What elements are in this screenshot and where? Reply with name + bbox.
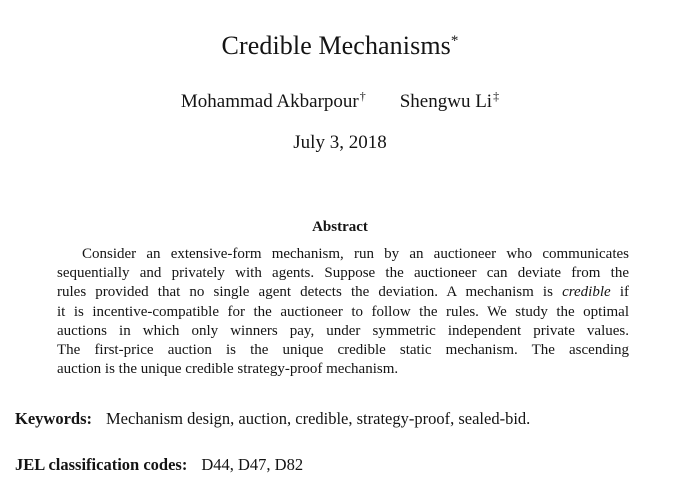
abstract-line: The first-price auction is the unique credible static mechanism. The ascending [57,342,629,359]
jel-value: D44, D47, D82 [201,455,304,474]
abstract-line: Consider an extensive-form mechanism, run by an auctioneer who communicates [82,246,629,262]
author-list [0,90,680,114]
title-footnote-mark: * [450,33,459,49]
jel-codes-section [15,454,665,476]
abstract-emphasis-credible: credible [562,284,611,301]
publication-date: July 3, 2018 [293,132,387,153]
abstract-line: auction is the unique credible strategy-proof mechanism. [57,361,399,378]
jel-label: JEL classification codes: [15,455,188,474]
author-li [400,90,499,114]
keywords-label: Keywords: [15,409,92,428]
author-footnote-mark: † [359,89,366,103]
keywords-value: Mechanism design, auction, credible, strategy-proof, sealed-bid. [106,409,531,428]
abstract-line-text: rules provided that no single agent detects the deviation. A mechanism is [57,284,563,301]
abstract-line: it is incentive-compatible for the auctioneer to follow the rules. We study the optimal [57,303,629,320]
author-name: Shengwu Li [399,91,493,112]
abstract-body [57,245,629,379]
abstract-line: auctions in which only winners pay, under symmetric independent private values. [57,322,629,339]
abstract-line: sequentially and privately with agents. Suppose the auctioneer can deviate from the [57,265,629,282]
keywords-section [15,408,665,430]
abstract-line [57,283,629,302]
abstract-line-tail: if [610,284,629,301]
paper-title-text: Credible Mechanisms [221,31,451,60]
paper-title [0,30,680,62]
author-name: Mohammad Akbarpour [180,91,359,112]
author-footnote-mark: ‡ [493,89,500,103]
author-akbarpour [181,90,366,114]
abstract-heading: Abstract [312,219,368,235]
